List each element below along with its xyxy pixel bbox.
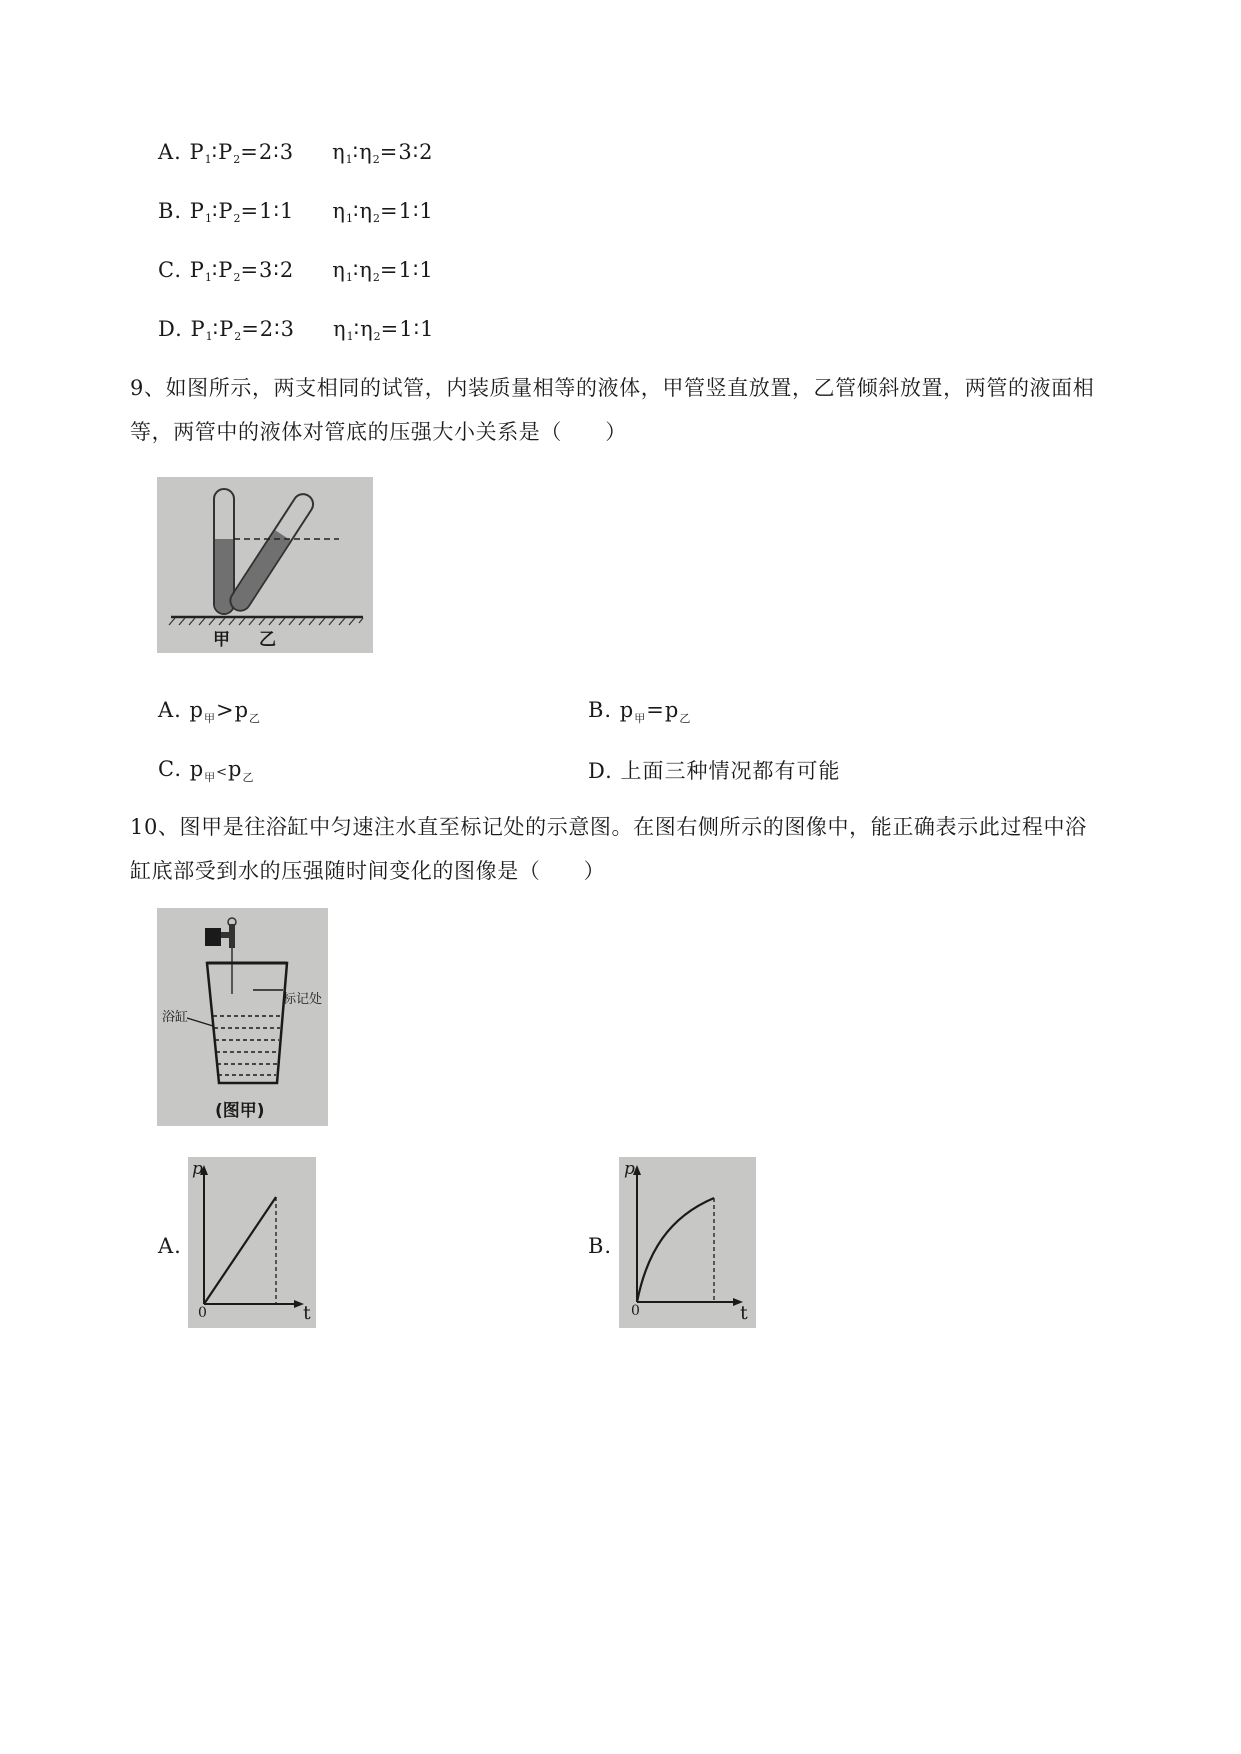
- q9-stem-line-1: 9、如图所示，两支相同的试管，内装质量相等的液体，甲管竖直放置，乙管倾斜放置，两管的液面相: [130, 376, 1095, 400]
- tube-label-jia: 甲: [213, 630, 230, 650]
- q10-graph-b: [619, 1157, 756, 1328]
- q10-option-b-letter: B.: [588, 1234, 613, 1258]
- q9-option-b: B. $p_甲=p_乙$: [588, 698, 692, 725]
- graph-b-y-label: p: [624, 1159, 635, 1179]
- graph-a-origin: 0: [198, 1305, 207, 1321]
- graph-a-y-label: p: [192, 1159, 203, 1179]
- q8-option-b: B. $P_1∶P_2=1∶1$ $\eta_1∶\eta_2=1∶1$: [158, 199, 434, 225]
- q10-stem-line-2: 缸底部受到水的压强随时间变化的图像是（ ）: [130, 859, 606, 883]
- figure-caption: (图甲): [215, 1101, 265, 1121]
- q9-stem: [130, 366, 1130, 454]
- tube-label-yi: 乙: [259, 630, 276, 650]
- graph-b-x-label: t: [740, 1302, 748, 1324]
- q10-stem: [130, 805, 1130, 893]
- graph-b-origin: 0: [631, 1303, 640, 1319]
- q8-option-d: D. $P_1∶P_2=2∶3$ $\eta_1∶\eta_2=1∶1$: [158, 317, 435, 343]
- q9-test-tubes-figure: [157, 477, 373, 653]
- q8-option-a: A. $P_1∶P_2=2∶3$ $\eta_1∶\eta_2=3∶2$: [158, 140, 434, 166]
- q9-option-a: A. $p_甲>p_乙$: [158, 698, 262, 725]
- q10-option-a-letter: A.: [158, 1234, 182, 1258]
- graph-a-linear: [188, 1157, 316, 1328]
- q8-option-c: C. $P_1∶P_2=3∶2$ $\eta_1∶\eta_2=1∶1$: [158, 258, 434, 284]
- q10-stem-line-1: 10、图甲是往浴缸中匀速注水直至标记处的示意图。在图右侧所示的图像中，能正确表示此过程中浴: [130, 815, 1087, 839]
- q9-option-d: D. 上面三种情况都有可能: [588, 759, 841, 783]
- q10-graph-a: [188, 1157, 316, 1328]
- graph-a-x-label: t: [303, 1302, 311, 1324]
- q9-stem-line-2: 等，两管中的液体对管底的压强大小关系是（ ）: [130, 420, 627, 444]
- tub-label: 浴缸: [162, 1010, 189, 1025]
- mark-label: 标记处: [283, 992, 323, 1007]
- q10-bathtub-figure: [157, 908, 328, 1126]
- q9-option-c: C. $p_甲<p_乙$: [158, 757, 255, 784]
